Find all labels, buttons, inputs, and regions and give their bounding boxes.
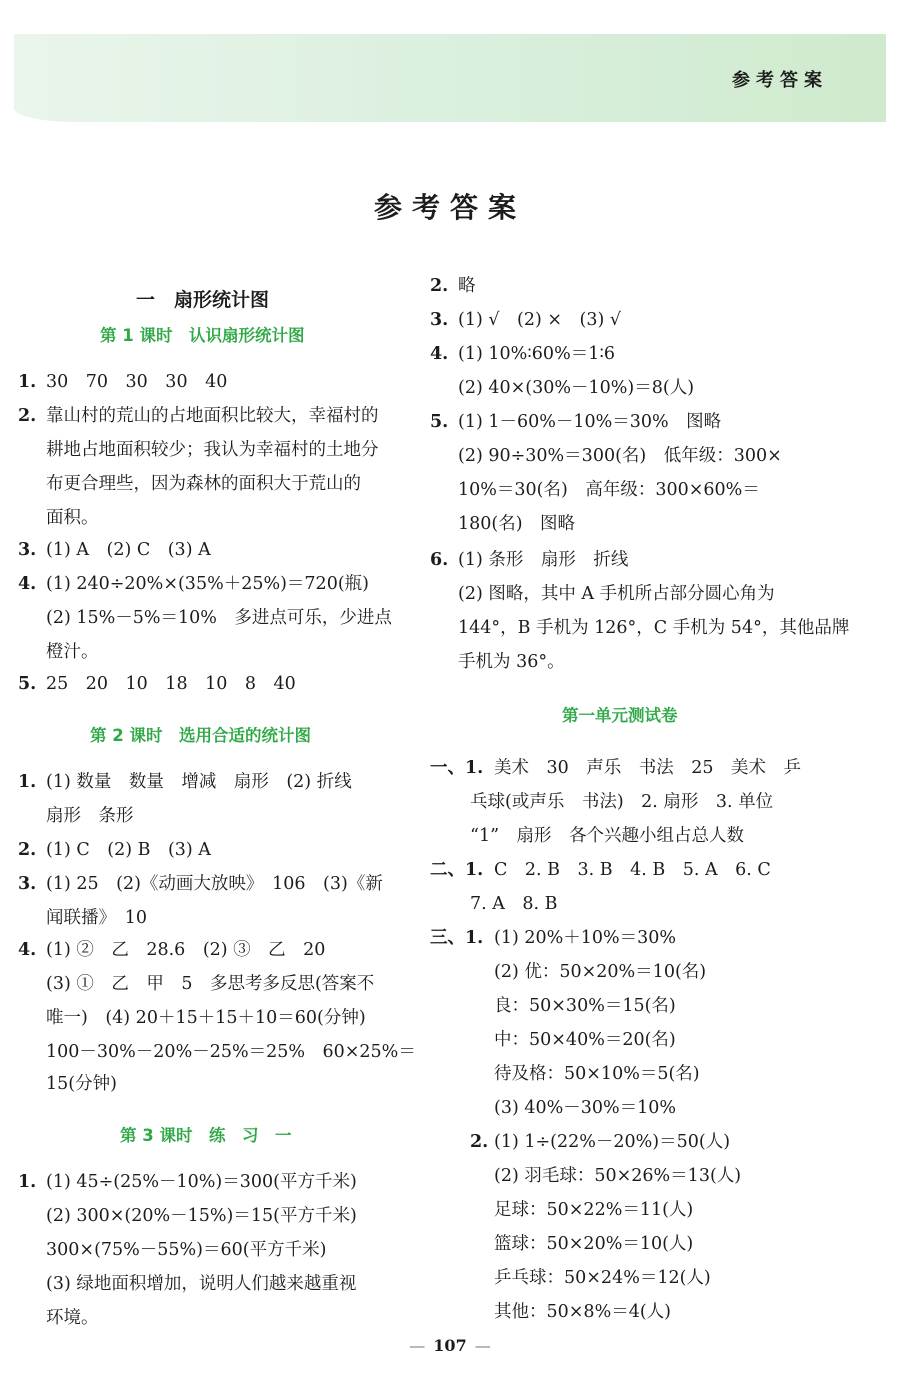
r-q2-text: 略 [458, 276, 476, 296]
l1-q2-line: 耕地占地面积较少；我认为幸福村的土地分 [46, 440, 379, 460]
r-q5-line: 180(名) 图略 [458, 514, 576, 534]
l3-q1-line: (2) 300×(20%－15%)＝15(平方千米) [46, 1206, 357, 1226]
l2-q1-line: (1) 数量 数量 增减 扇形 (2) 折线 [46, 772, 352, 792]
r-q3-text: (1) √ (2) × (3) √ [458, 310, 622, 330]
r-q6-line: 144°，B 手机为 126°，C 手机为 54°，其他品牌 [458, 618, 850, 638]
r-q4-num: 4. [430, 344, 449, 364]
l3-q1-line: (1) 45÷(25%－10%)＝300(平方千米) [46, 1172, 357, 1192]
l2-q3-num: 3. [18, 874, 37, 894]
l2-q4-line: (3) ① 乙 甲 5 多思考多反思(答案不 [46, 974, 375, 994]
l1-q2-line: 面积。 [46, 508, 99, 528]
lesson3-title: 第 3 课时 练 习 一 [120, 1126, 292, 1145]
part3-q2-line: 篮球：50×20%＝10(人) [494, 1234, 694, 1254]
r-q6-line: (2) 图略，其中 A 手机所占部分圆心角为 [458, 584, 775, 604]
l1-q4-line: 橙汁。 [46, 642, 99, 662]
r-q2-num: 2. [430, 276, 449, 296]
l2-q2-text: (1) C (2) B (3) A [46, 840, 211, 860]
page-number-dash-right: — [474, 1336, 491, 1355]
part3-q2-line: 其他：50×8%＝4(人) [494, 1302, 671, 1322]
part3-q1-line: 良：50×30%＝15(名) [494, 996, 676, 1016]
r-q5-line: 10%＝30(名) 高年级：300×60%＝ [458, 480, 760, 500]
r-q3-num: 3. [430, 310, 449, 330]
l2-q1-line: 扇形 条形 [46, 806, 134, 826]
part3-q1-line: (3) 40%－30%＝10% [494, 1098, 677, 1118]
l2-q4-num: 4. [18, 940, 37, 960]
page-number-dash-left: — [409, 1336, 426, 1355]
page-number-value: 107 [433, 1336, 467, 1355]
l3-q1-line: (3) 绿地面积增加，说明人们越来越重视 [46, 1274, 357, 1294]
part3-q1-line: 中：50×40%＝20(名) [494, 1030, 676, 1050]
part3-q1-line: (2) 优：50×20%＝10(名) [494, 962, 707, 982]
r-q6-line: (1) 条形 扇形 折线 [458, 550, 629, 570]
part3-q2-line: (2) 羽毛球：50×26%＝13(人) [494, 1166, 742, 1186]
part1-line: 美术 30 声乐 书法 25 美术 乒 [494, 758, 802, 778]
l1-q5-text: 25 20 10 18 10 8 40 [46, 674, 296, 694]
r-q5-line: (2) 90÷30%＝300(名) 低年级：300× [458, 446, 782, 466]
part3-q2-num: 2. [470, 1132, 489, 1152]
l1-q4-line: (1) 240÷20%×(35%＋25%)＝720(瓶) [46, 574, 369, 594]
l1-q4-num: 4. [18, 574, 37, 594]
l3-q1-num: 1. [18, 1172, 37, 1192]
l2-q4-line: 唯一) (4) 20＋15＋15＋10＝60(分钟) [46, 1008, 366, 1028]
l2-q4-line: 15(分钟) [46, 1074, 117, 1094]
l1-q2-num: 2. [18, 406, 37, 426]
l2-q4-line: (1) ② 乙 28.6 (2) ③ 乙 20 [46, 940, 326, 960]
l3-q1-line: 300×(75%－55%)＝60(平方千米) [46, 1240, 327, 1260]
l2-q4-line: 100－30%－20%－25%＝25% 60×25%＝ [46, 1042, 416, 1062]
part3-num: 三、1. [430, 928, 484, 948]
l1-q1-text: 30 70 30 30 40 [46, 372, 228, 392]
part3-q1-line: 待及格：50×10%＝5(名) [494, 1064, 700, 1084]
header-banner-title: 参考答案 [732, 70, 828, 91]
part3-q2-line: 足球：50×22%＝11(人) [494, 1200, 694, 1220]
r-q4-line: (2) 40×(30%－10%)＝8(人) [458, 378, 695, 398]
l2-q3-line: 闻联播》 10 [46, 908, 148, 928]
l1-q2-line: 靠山村的荒山的占地面积比较大，幸福村的 [46, 406, 379, 426]
part3-q2-line: 乒乓球：50×24%＝12(人) [494, 1268, 711, 1288]
part2-line: C 2. B 3. B 4. B 5. A 6. C [494, 860, 771, 880]
part1-line: “1” 扇形 各个兴趣小组占总人数 [470, 826, 745, 846]
l3-q1-line: 环境。 [46, 1308, 99, 1328]
l1-q3-num: 3. [18, 540, 37, 560]
r-q5-num: 5. [430, 412, 449, 432]
part2-line: 7. A 8. B [470, 894, 558, 914]
lesson1-title: 第 1 课时 认识扇形统计图 [100, 326, 305, 345]
l1-q4-line: (2) 15%－5%＝10% 多进点可乐，少进点 [46, 608, 392, 628]
r-q4-line: (1) 10%∶60%＝1∶6 [458, 344, 616, 364]
l1-q5-num: 5. [18, 674, 37, 694]
page-number [0, 1336, 900, 1355]
part1-num: 一、1. [430, 758, 484, 778]
part3-q2-line: (1) 1÷(22%－20%)＝50(人) [494, 1132, 731, 1152]
lesson2-title: 第 2 课时 选用合适的统计图 [90, 726, 311, 745]
unit-test-title: 第一单元测试卷 [562, 706, 678, 725]
part2-num: 二、1. [430, 860, 484, 880]
l1-q1-num: 1. [18, 372, 37, 392]
part1-line: 乓球(或声乐 书法) 2. 扇形 3. 单位 [470, 792, 774, 812]
l1-q3-text: (1) A (2) C (3) A [46, 540, 211, 560]
l2-q3-line: (1) 25 (2)《动画大放映》 106 (3)《新 [46, 874, 383, 894]
r-q6-line: 手机为 36°。 [458, 652, 565, 672]
r-q5-line: (1) 1－60%－10%＝30% 图略 [458, 412, 722, 432]
l2-q1-num: 1. [18, 772, 37, 792]
section-title: 一 扇形统计图 [136, 289, 270, 311]
l2-q2-num: 2. [18, 840, 37, 860]
r-q6-num: 6. [430, 550, 449, 570]
l1-q2-line: 布更合理些，因为森林的面积大于荒山的 [46, 474, 361, 494]
part3-q1-line: (1) 20%＋10%＝30% [494, 928, 677, 948]
page-title: 参考答案 [373, 191, 526, 224]
